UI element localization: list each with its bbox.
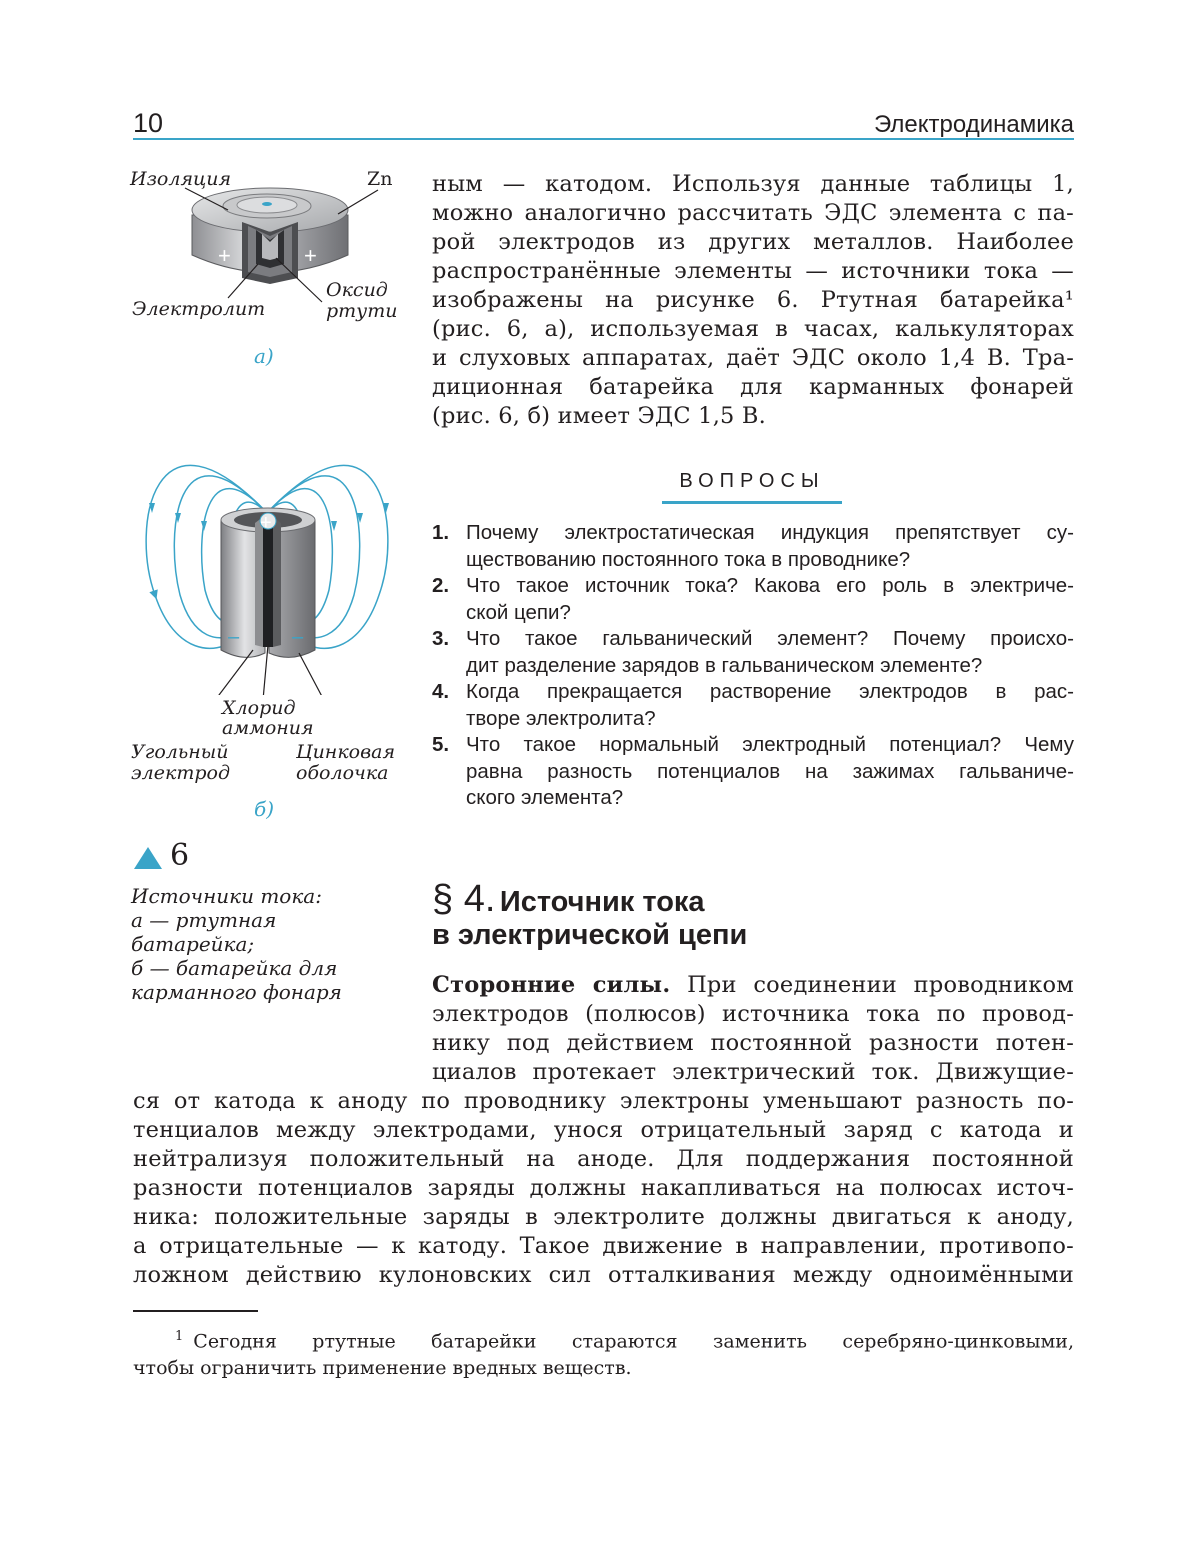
paragraph-line: и слуховых аппаратах, даёт ЭДС около 1,4 В. Тра- <box>432 345 1074 371</box>
question-number: 4. <box>432 680 450 703</box>
question-number: 1. <box>432 521 450 544</box>
footnote-line <box>133 1323 1074 1355</box>
questions-list <box>432 520 1074 812</box>
figure-a-sublabel: а) <box>254 344 274 368</box>
label-ammonium-chloride-2: аммония <box>222 717 314 739</box>
paragraph-line: изображены на рисунке 6. Ртутная батарейка¹ <box>432 287 1074 313</box>
figure-b-sublabel: б) <box>254 797 275 821</box>
paragraph-line <box>432 971 1074 1000</box>
page-number: 10 <box>133 108 164 138</box>
question-line: ществованию постоянного тока в проводнике? <box>466 547 911 571</box>
main-paragraph-wide <box>133 1087 1074 1290</box>
question-line: Почему электростатическая индукция препятствует су- <box>466 521 1074 544</box>
paragraph-line: (рис. 6, а), используемая в часах, калькуляторах <box>432 316 1074 342</box>
question-line: дит разделение зарядов в гальваническом элементе? <box>466 653 983 677</box>
paragraph-line: а отрицательные — к катоду. Такое движение в направлении, противопо- <box>133 1233 1074 1259</box>
paragraph-line: диционная батарейка для карманных фонарей <box>432 374 1074 400</box>
question-line: равна разность потенциалов на зажимах гальваниче- <box>466 759 1074 783</box>
label-carbon-electrode-1: Угольный <box>131 741 229 763</box>
paragraph-line: электродов (полюсов) источника тока по провод- <box>432 1001 1074 1027</box>
question-line: Что такое источник тока? Какова его роль в электриче- <box>466 574 1074 597</box>
label-carbon-electrode-2: электрод <box>131 762 230 784</box>
plus-sign-right: + <box>304 243 317 268</box>
section-symbol: § 4. <box>432 878 496 920</box>
question-number: 2. <box>432 574 450 597</box>
plus-terminal: + <box>260 512 272 534</box>
question-item <box>432 520 1074 573</box>
question-item <box>432 626 1074 679</box>
label-mercury-oxide-2: ртути <box>326 300 398 322</box>
label-mercury-oxide-1: Оксид <box>326 279 388 301</box>
caption-line: а — ртутная <box>131 908 277 932</box>
paragraph-line: ным — катодом. Используя данные таблицы 1, <box>432 171 1074 197</box>
paragraph-line: разности потенциалов заряды должны накапливаться на полюсах источ- <box>133 1175 1074 1201</box>
paragraph-line: (рис. 6, б) имеет ЭДС 1,5 В. <box>432 403 767 429</box>
figure-caption <box>131 884 411 1004</box>
question-item <box>432 573 1074 626</box>
questions-heading-rule <box>662 501 842 504</box>
label-electrolyte: Электролит <box>132 298 266 320</box>
intro-paragraph <box>432 170 1074 431</box>
question-line: Что такое нормальный электродный потенциал? Чему <box>466 733 1074 756</box>
caption-line: Источники тока: <box>131 884 322 908</box>
paragraph-line: ника: положительные заряды в электролите должны двигаться к аноду, <box>133 1204 1074 1230</box>
question-line: Что такое гальванический элемент? Почему происхо- <box>466 627 1074 650</box>
main-paragraph-narrow <box>432 971 1074 1087</box>
question-line: ской цепи? <box>466 600 571 624</box>
section-heading <box>432 878 1072 952</box>
label-zinc-shell-1: Цинковая <box>296 741 396 763</box>
label-zinc-shell-2: оболочка <box>296 762 389 784</box>
minus-terminal-right: – <box>292 626 304 648</box>
paragraph-line: нику под действием постоянной разности потен- <box>432 1030 1074 1056</box>
figure-number: 6 <box>170 838 190 873</box>
question-number: 5. <box>432 733 450 756</box>
question-item <box>432 679 1074 732</box>
section-title-line1: Источник тока <box>499 886 705 918</box>
section-title-line2: в электрической цепи <box>432 919 748 951</box>
flashlight-battery-illustration <box>135 405 415 695</box>
footnote-mark: 1 <box>175 1329 184 1344</box>
label-ammonium-chloride-1: Хлорид <box>222 697 296 719</box>
figure-triangle-icon <box>133 846 163 870</box>
paragraph-line: рой электродов из других металлов. Наиболее <box>432 229 1074 255</box>
label-zn: Zn <box>367 168 393 190</box>
plus-sign-left: + <box>218 243 231 268</box>
header-rule <box>133 138 1074 140</box>
question-line: творе электролита? <box>466 706 656 730</box>
paragraph-lead-rest: При соединении проводником <box>687 972 1074 998</box>
question-line: ского элемента? <box>466 786 624 809</box>
footnote-text-1: Сегодня ртутные батарейки стараются заменить серебряно-цинковыми, <box>193 1330 1074 1353</box>
caption-line: батарейка; <box>131 932 255 956</box>
paragraph-line: ся от катода к аноду по проводнику электроны уменьшают разность по- <box>133 1088 1074 1114</box>
footnote-rule <box>133 1310 258 1312</box>
minus-terminal-left: – <box>228 626 240 648</box>
label-insulation: Изоляция <box>130 168 232 190</box>
paragraph-line: циалов протекает электрический ток. Движущие- <box>432 1059 1074 1085</box>
footnote-line: чтобы ограничить применение вредных веществ. <box>133 1357 632 1380</box>
paragraph-lead: Сторонние силы. <box>432 972 671 998</box>
paragraph-line: нейтрализуя положительный на аноде. Для поддержания постоянной <box>133 1146 1074 1172</box>
caption-line: карманного фонаря <box>131 980 342 1004</box>
paragraph-line: ложном действию кулоновских сил отталкивания между одноимёнными <box>133 1262 1074 1288</box>
paragraph-line: можно аналогично рассчитать ЭДС элемента с па- <box>432 200 1074 226</box>
caption-line: б — батарейка для <box>131 956 338 980</box>
running-head-title: Электродинамика <box>873 111 1074 138</box>
question-number: 3. <box>432 627 450 650</box>
paragraph-line: распространённые элементы — источники тока — <box>432 258 1074 284</box>
question-line: Когда прекращается растворение электродов в рас- <box>466 680 1074 703</box>
question-item <box>432 732 1074 812</box>
footnote <box>133 1323 1074 1382</box>
paragraph-line: тенциалов между электродами, унося отрицательный заряд с катода и <box>133 1117 1074 1143</box>
questions-heading: ВОПРОСЫ <box>679 470 825 492</box>
